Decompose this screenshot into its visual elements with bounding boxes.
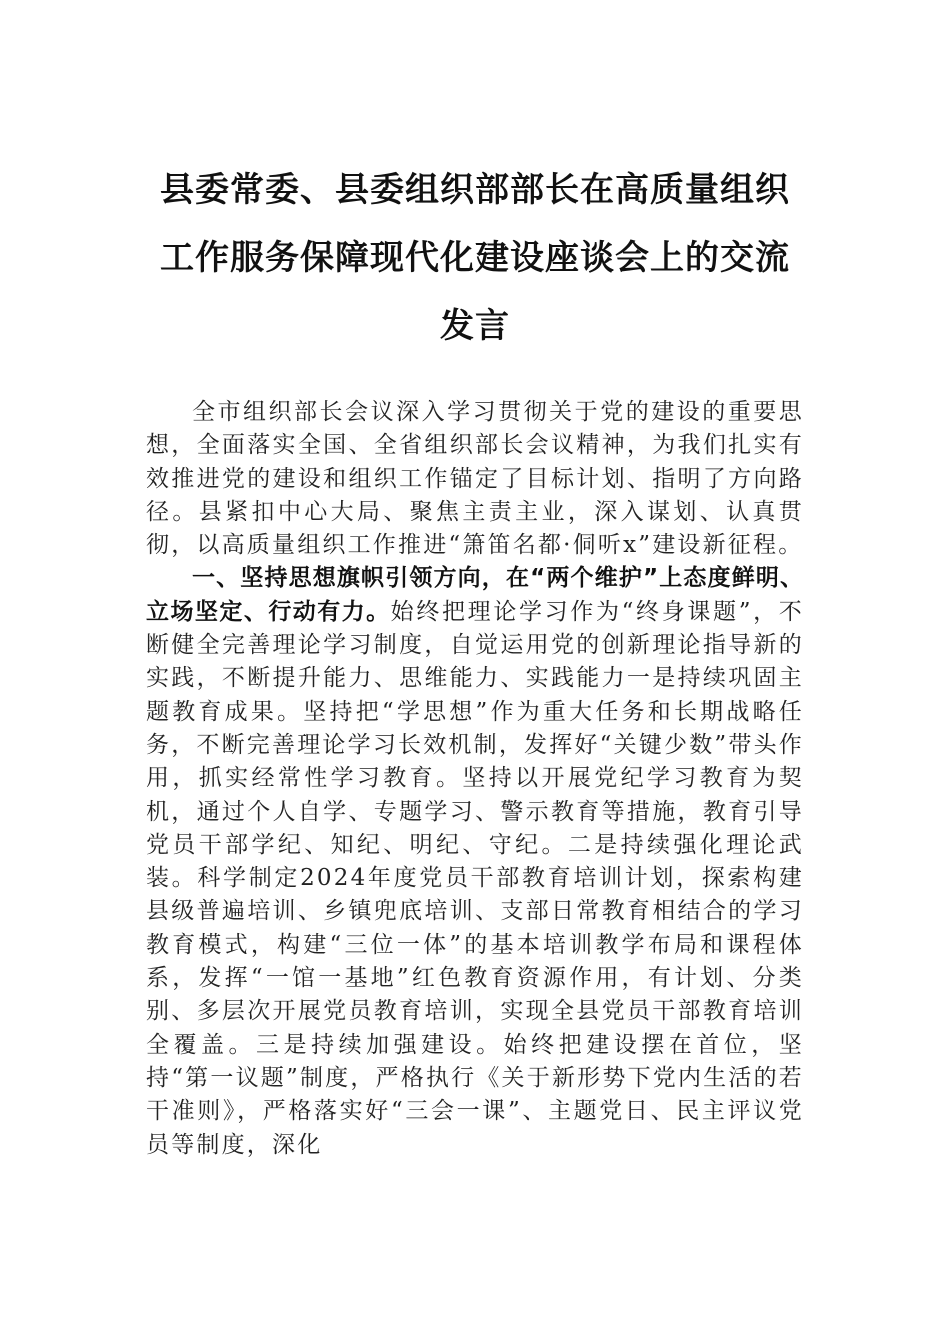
- title-line-2: 工作服务保障现代化建设座谈会上的交流: [160, 238, 790, 278]
- title-line-1: 县委常委、县委组织部部长在高质量组织: [160, 170, 790, 210]
- section-1-paragraph: [146, 562, 804, 1161]
- document-title: [145, 156, 805, 360]
- document-body: [146, 396, 804, 1162]
- intro-paragraph: 全市组织部长会议深入学习贯彻关于党的建设的重要思想，全面落实全国、全省组织部长会议精神，为我们扎实有效推进党的建设和组织工作锚定了目标计划、指明了方向路径。县紧扣中心大局、聚焦主责主业，深入谋划、认真贯彻，以高质量组织工作推进“箫笛名都·侗听x”建设新征程。: [146, 399, 804, 559]
- section-1-heading: 一、坚持思想旗帜引领方向，在“两个维护”上态度鲜明、立场坚定、行动有力。: [146, 565, 804, 625]
- title-line-3: 发言: [440, 306, 510, 346]
- section-1-body: 始终把理论学习作为“终身课题”，不断健全完善理论学习制度，自觉运用党的创新理论指导新的实践，不断提升能力、思维能力、实践能力一是持续巩固主题教育成果。坚持把“学思想”作为重大任务和长期战略任务，不断完善理论学习长效机制，发挥好“关键少数”带头作用，抓实经常性学习教育。坚持以开展党纪学习教育为契机，通过个人自学、专题学习、警示教育等措施，教育引导党员干部学纪、知纪、明纪、守纪。二是持续强化理论武装。科学制定2024年度党员干部教育培训计划，探索构建县级普遍培训、乡镇兜底培训、支部日常教育相结合的学习教育模式，构建“三位一体”的基本培训教学布局和课程体系，发挥“一馆一基地”红色教育资源作用，有计划、分类别、多层次开展党员教育培训，实现全县党员干部教育培训全覆盖。三是持续加强建设。始终把建设摆在首位，坚持“第一议题”制度，严格执行《关于新形势下党内生活的若干准则》，严格落实好“三会一课”、主题党日、民主评议党员等制度，深化: [146, 598, 805, 1158]
